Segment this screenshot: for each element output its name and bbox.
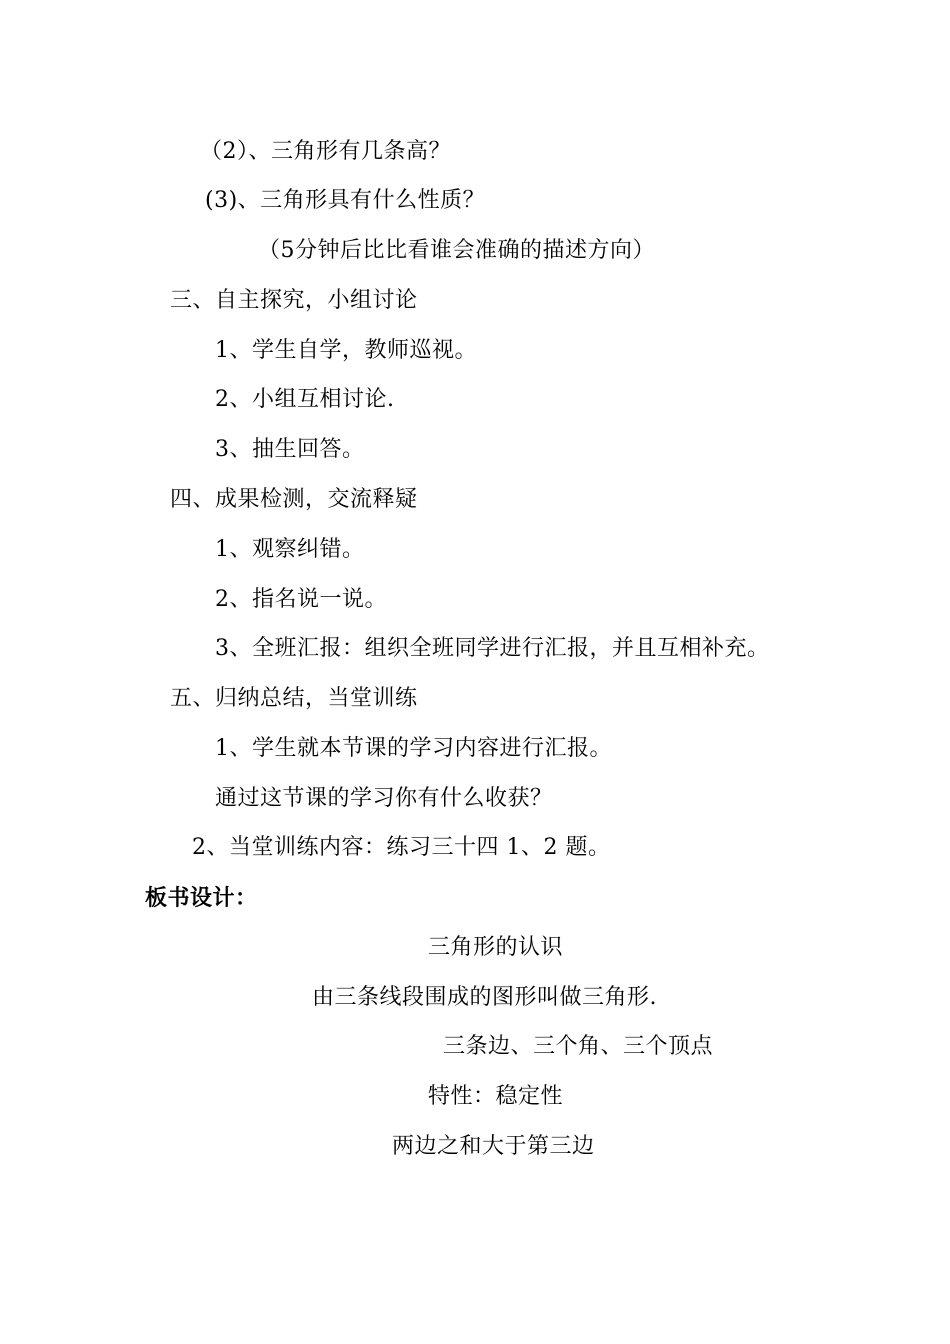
board-property: 特性：稳定性 (428, 1084, 564, 1109)
section-3-item-2: 2、小组互相讨论. (215, 387, 395, 412)
section-5-item-2: 2、当堂训练内容：练习三十四 1、2 题。 (192, 835, 611, 860)
section-5-question: 通过这节课的学习你有什么收获？ (215, 786, 553, 811)
board-title: 三角形的认识 (428, 935, 564, 960)
section-5-item-1: 1、学生就本节课的学习内容进行汇报。 (215, 736, 612, 761)
hint-text: （5分钟后比比看谁会准确的描述方向） (258, 238, 655, 263)
section-3-item-1: 1、学生自学，教师巡视。 (215, 338, 477, 363)
board-rule: 两边之和大于第三边 (392, 1134, 595, 1159)
section-3-item-3: 3、抽生回答。 (215, 437, 365, 462)
section-4-item-1: 1、观察纠错。 (215, 537, 365, 562)
board-parts: 三条边、三个角、三个顶点 (443, 1034, 714, 1059)
board-heading: 板书设计： (145, 886, 258, 911)
board-definition: 由三条线段围成的图形叫做三角形. (312, 985, 657, 1010)
section-4-item-3: 3、全班汇报：组织全班同学进行汇报，并且互相补充。 (215, 636, 770, 661)
section-3-heading: 三、自主探究，小组讨论 (170, 288, 418, 313)
section-4-item-2: 2、指名说一说。 (215, 587, 387, 612)
question-2: （2）、三角形有几条高？ (200, 139, 451, 164)
section-4-heading: 四、成果检测，交流释疑 (170, 487, 418, 512)
section-5-heading: 五、归纳总结，当堂训练 (170, 686, 418, 711)
question-3: (3)、三角形具有什么性质？ (205, 188, 486, 213)
